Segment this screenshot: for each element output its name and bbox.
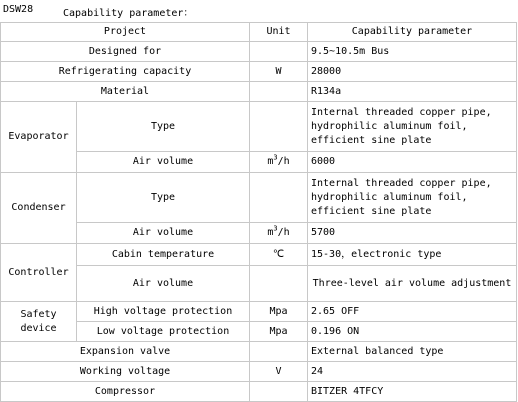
row-value: 24 — [308, 362, 517, 382]
row-value: 28000 — [308, 62, 517, 82]
col-param-header: Capability parameter — [308, 23, 517, 42]
value-line: hydrophilic aluminum foil, — [311, 191, 468, 203]
row-label: Cabin temperature — [77, 244, 250, 266]
row-value — [308, 102, 517, 152]
row-value: 2.65 OFF — [308, 302, 517, 322]
row-label: Air volume — [77, 266, 250, 302]
table-row — [1, 152, 517, 173]
unit-tail: /h — [277, 156, 290, 167]
unit-tail: /h — [277, 227, 290, 238]
table-row — [1, 266, 517, 302]
value-line: Internal threaded copper pipe, — [311, 177, 492, 189]
row-label: Air volume — [77, 152, 250, 173]
row-label: Type — [77, 102, 250, 152]
group-evaporator: Evaporator — [1, 102, 77, 173]
row-unit — [250, 266, 308, 302]
row-value: 5700 — [308, 223, 517, 244]
row-value: R134a — [308, 82, 517, 102]
table-row — [1, 82, 517, 102]
table-row — [1, 223, 517, 244]
table-row — [1, 382, 517, 402]
table-row — [1, 362, 517, 382]
group-line: Safety — [20, 308, 57, 320]
row-value — [308, 173, 517, 223]
col-project-header: Project — [1, 23, 250, 42]
row-label: Designed for — [1, 42, 250, 62]
row-unit: ℃ — [250, 244, 308, 266]
row-label: Air volume — [77, 223, 250, 244]
row-unit: Mpa — [250, 322, 308, 342]
row-unit — [250, 42, 308, 62]
row-unit — [250, 82, 308, 102]
row-label: Expansion valve — [1, 342, 250, 362]
row-label: High voltage protection — [77, 302, 250, 322]
row-value: 9.5~10.5m Bus — [308, 42, 517, 62]
group-safety-device — [1, 302, 77, 342]
group-line: device — [20, 322, 57, 334]
row-label: Low voltage protection — [77, 322, 250, 342]
table-row — [1, 302, 517, 322]
row-unit: Mpa — [250, 302, 308, 322]
row-unit — [250, 173, 308, 223]
row-value: BITZER 4TFCY — [308, 382, 517, 402]
table-row — [1, 62, 517, 82]
row-unit — [250, 382, 308, 402]
unit-sup: 3 — [273, 224, 278, 233]
unit-base: m — [267, 227, 274, 238]
col-unit-header: Unit — [250, 23, 308, 42]
group-controller: Controller — [1, 244, 77, 302]
table-row — [1, 173, 517, 223]
row-label: Material — [1, 82, 250, 102]
table-row — [1, 244, 517, 266]
row-label: Type — [77, 173, 250, 223]
table-header-row — [1, 23, 517, 42]
value-line: hydrophilic aluminum foil, — [311, 120, 468, 132]
row-label: Refrigerating capacity — [1, 62, 250, 82]
row-value: External balanced type — [308, 342, 517, 362]
spec-table — [0, 22, 517, 402]
row-label: Working voltage — [1, 362, 250, 382]
model-code: DSW28 — [3, 4, 34, 15]
row-label: Compressor — [1, 382, 250, 402]
value-line: efficient sine plate — [311, 205, 432, 217]
table-row — [1, 322, 517, 342]
row-unit — [250, 102, 308, 152]
row-value: 0.196 ON — [308, 322, 517, 342]
value-line: Internal threaded copper pipe, — [311, 106, 492, 118]
row-value: Three-level air volume adjustment — [308, 266, 517, 302]
row-value: 15-30，electronic type — [308, 244, 517, 266]
group-condenser: Condenser — [1, 173, 77, 244]
row-unit — [250, 223, 308, 244]
row-unit — [250, 342, 308, 362]
row-unit: V — [250, 362, 308, 382]
value-line: efficient sine plate — [311, 134, 432, 146]
sheet-title: Capability parameter： — [63, 8, 194, 19]
sheet-header — [0, 0, 518, 22]
row-unit: W — [250, 62, 308, 82]
table-row — [1, 42, 517, 62]
row-value: 6000 — [308, 152, 517, 173]
unit-base: m — [267, 156, 274, 167]
table-row — [1, 102, 517, 152]
row-unit — [250, 152, 308, 173]
unit-sup: 3 — [273, 153, 278, 162]
table-row — [1, 342, 517, 362]
